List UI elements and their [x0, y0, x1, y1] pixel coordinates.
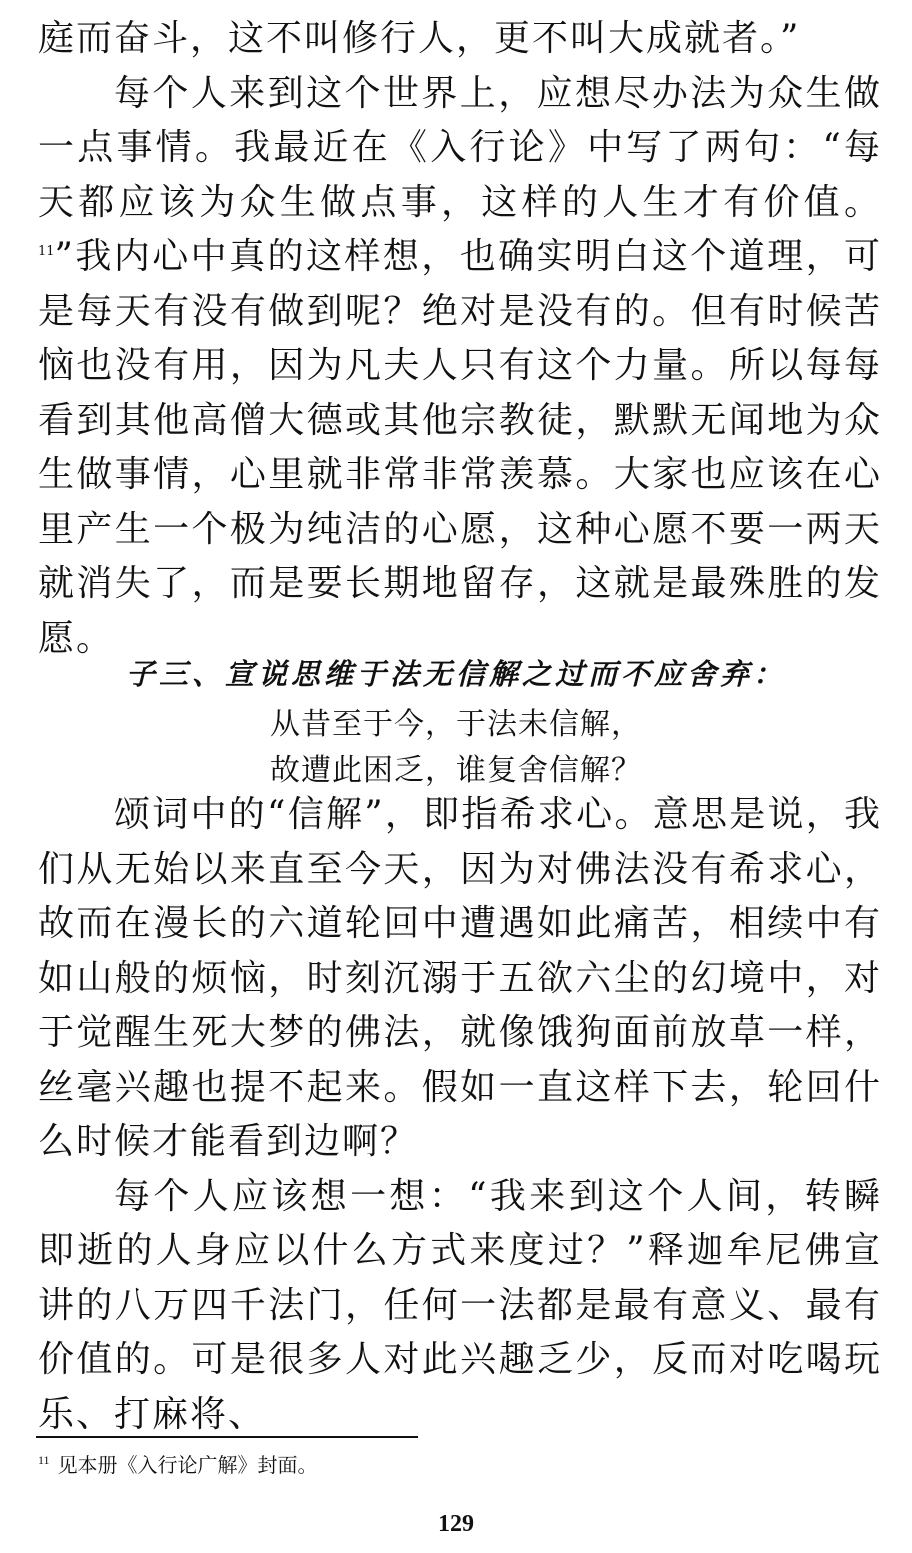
verse-line-1: 从昔至于今，于法未信解， [270, 707, 642, 742]
footnote-divider [36, 1436, 418, 1438]
body-text-bottom [38, 788, 882, 1442]
footnote [38, 1450, 318, 1482]
section-heading: 子三、宣说思维于法无信解之过而不应舍弃： [125, 657, 786, 691]
paragraph-aspiration-part-2: ”我内心中真的这样想，也确实明白这个道理，可是每天有没有做到呢？绝对是没有的。但有时候苦恼也没有用，因为凡夫人只有这个力量。所以每每看到其他高僧大德或其他宗教徒，默默无闻地为众生做事情，心里就非常非常羡慕。大家也应该在心里产生一个极为纯洁的心愿，这种心愿不要一两天就消失了，而是要长期地留存，这就是最殊胜的发愿。 [38, 236, 882, 659]
body-text-top [38, 12, 882, 666]
paragraph-reflection: 每个人应该想一想：“我来到这个人间，转瞬即逝的人身应以什么方式来度过？”释迦牟尼佛宣讲的八万四千法门，任何一法都是最有意义、最有价值的。可是很多人对此兴趣乏少，反而对吃喝玩乐、打麻将、 [38, 1175, 882, 1435]
paragraph-aspiration [38, 67, 882, 667]
footnote-reference-marker[interactable]: 11 [38, 244, 55, 259]
verse-line-2: 故遭此困乏，谁复舍信解？ [270, 753, 642, 788]
footnote-text: 见本册《入行论广解》封面。 [57, 1455, 318, 1477]
paragraph-commentary: 颂词中的“信解”，即指希求心。意思是说，我们从无始以来直至今天，因为对佛法没有希求心，故而在漫长的六道轮回中遭遇如此痛苦，相续中有如山般的烦恼，时刻沉溺于五欲六尘的幻境中，对于觉醒生死大梦的佛法，就像饿狗面前放草一样，丝毫兴趣也提不起来。假如一直这样下去，轮回什么时候才能看到边啊？ [38, 794, 882, 1162]
paragraph-continuation: 庭而奋斗，这不叫修行人，更不叫大成就者。” [38, 18, 801, 59]
verse-block [0, 702, 912, 794]
footnote-marker: 11 [38, 1453, 50, 1468]
page-number: 129 [438, 1511, 474, 1537]
paragraph-aspiration-part-1: 每个人来到这个世界上，应想尽办法为众生做一点事情。我最近在《入行论》中写了两句：“每天都应该为众生做点事，这样的人生才有价值。 [38, 72, 882, 223]
